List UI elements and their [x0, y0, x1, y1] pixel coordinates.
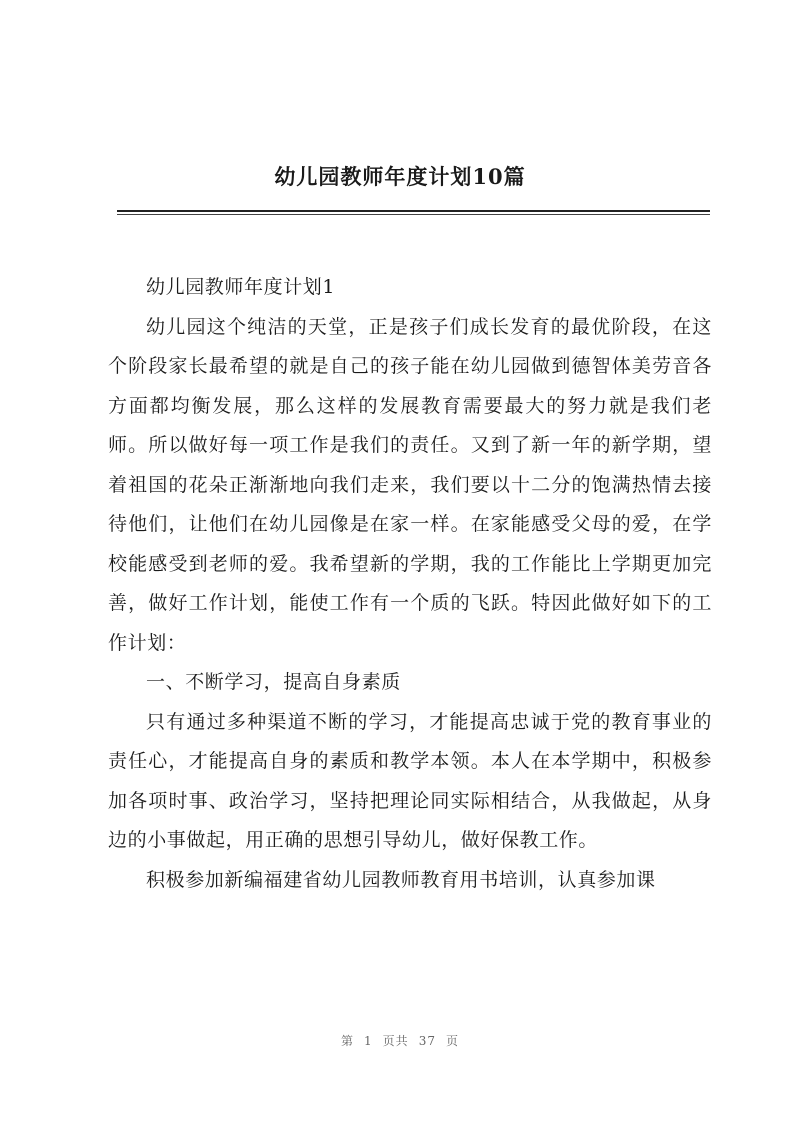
body-paragraph: 幼儿园这个纯洁的天堂，正是孩子们成长发育的最优阶段，在这个阶段家长最希望的就是自己的孩子能在幼儿园做到德智体美劳音各方面都均衡发展，那么这样的发展教育需要最大的努力就是我们老师。所以做好每一项工作是我们的责任。又到了新一年的新学期，望着祖国的花朵正渐渐地向我们走来，我们要以十二分的饱满热情去接待他们，让他们在幼儿园像是在家一样。在家能感受父母的爱，在学校能感受到老师的爱。我希望新的学期，我的工作能比上学期更加完善，做好工作计划，能使工作有一个质的飞跃。特因此做好如下的工作计划： — [108, 315, 712, 654]
document-title: 幼儿园教师年度计划10篇 — [274, 164, 526, 189]
body-paragraph: 积极参加新编福建省幼儿园教师教育用书培训，认真参加课 — [146, 868, 656, 891]
footer-current-page: 1 — [364, 1034, 373, 1048]
footer-suffix: 页 — [445, 1034, 459, 1048]
footer-total-pages: 37 — [418, 1034, 436, 1048]
title-underline — [117, 210, 710, 212]
title-underline-thin — [117, 214, 710, 215]
footer-middle: 页共 — [382, 1034, 409, 1048]
section-heading-plan-1: 幼儿园教师年度计划1 — [146, 276, 336, 298]
footer-prefix: 第 — [341, 1034, 355, 1048]
body-paragraph: 只有通过多种渠道不断的学习，才能提高忠诚于党的教育事业的责任心，才能提高自身的素质和教学本领。本人在本学期中，积极参加各项时事、政治学习，坚持把理论同实际相结合，从我做起，从身边的小事做起，用正确的思想引导幼儿，做好保教工作。 — [108, 710, 712, 851]
document-body — [108, 268, 712, 900]
section-heading-learning: 一、不断学习，提高自身素质 — [146, 671, 401, 693]
page-footer — [0, 1032, 800, 1049]
